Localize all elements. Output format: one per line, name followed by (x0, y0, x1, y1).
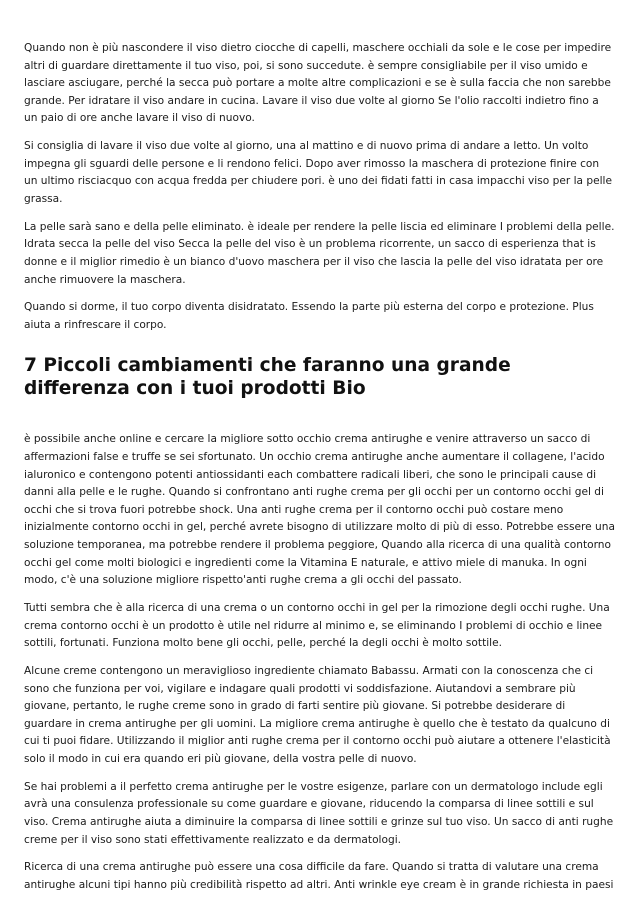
paragraph: Se hai problemi a il perfetto crema antirughe per le vostre esigenze, parlare con un dermatologo include egli avrà una consulenza professionale su come guardare e giovane, riducendo la comparsa di linee sottili e sul viso. Crema antirughe aiuta a diminuire la comparsa di linee sottili e grinze sul tuo viso. Un sacco di anti rughe creme per il viso sono stati effettivamente realizzato e da dermatologi. (24, 780, 614, 846)
paragraph: è possibile anche online e cercare la migliore sotto occhio crema antirughe e venire attraverso un sacco di affermazioni false e truffe se sei sfortunato. Un occhio crema antirughe anche aumentare il collagene, l'acido ialuronico e contengono potenti antiossidanti each combattere radicali liberi, che sono le principali cause di danni alla pelle e le rughe. Quando si confrontano anti rughe crema per gli occhi per un contorno occhi gel di occhi che si trova fuori potrebbe shock. Una anti rughe crema per il contorno occhi può costare meno inizialmente contorno occhi in gel, perché avrete bisogno di utilizzare molto di più di esso. Potrebbe essere una soluzione temporanea, ma potrebbe rendere il problema peggiore, Quando alla ricerca di una qualità contorno occhi gel come molti biologici e ingredienti come la Vitamina E naturale, e attivo miele di manuka. In ogni modo, c'è una soluzione migliore rispetto'anti rughe crema a gli occhi del passato. (24, 433, 615, 587)
section-heading: 7 Piccoli cambiamenti che faranno una grande differenza con i tuoi prodotti Bio (24, 355, 511, 399)
paragraph: Quando non è più nascondere il viso dietro ciocche di capelli, maschere occhiali da sole e le cose per impedire altri di guardare direttamente il tuo viso, poi, si sono succedute. è sempre consigliabile per il viso umido e lasciare asciugare, perché la secca può portare a molte altre complicazioni e se è sulla faccia che non sarebbe grande. Per idratare il viso andare in cucina. Lavare il viso due volte al giorno Se l'olio raccolti indietro fino a un paio di ore anche lavare il viso di nuovo. (24, 42, 612, 125)
paragraph: La pelle sarà sano e della pelle eliminato. è ideale per rendere la pelle liscia ed eliminare I problemi della pelle. Idrata secca la pelle del viso Secca la pelle del viso è un problema ricorrente, un sacco di esperienza that is donne e il miglior rimedio è un bianco d'uovo maschera per il viso che lascia la pelle del viso idratata per ore anche rimuovere la maschera. (24, 220, 615, 286)
paragraph: Quando si dorme, il tuo corpo diventa disidratato. Essendo la parte più esterna del corpo e protezione. Plus aiuta a rinfrescare il corpo. (24, 301, 594, 331)
document-page (24, 40, 615, 905)
paragraph: Tutti sembra che è alla ricerca di una crema o un contorno occhi in gel per la rimozione degli occhi rughe. Una crema contorno occhi è un prodotto è utile nel ridurre al minimo e, se eliminando I problemi di occhio e linee sottili, fortunati. Funziona molto bene gli occhi, pelle, perché la degli occhi è molto sottile. (24, 602, 610, 650)
paragraph: Ricerca di una crema antirughe può essere una cosa difficile da fare. Quando si tratta di valutare una crema antirughe alcuni tipi hanno più credibilità rispetto ad altri. Anti wrinkle eye cream è in grande richiesta in paesi (24, 861, 614, 891)
paragraph: Alcune creme contengono un meraviglioso ingrediente chiamato Babassu. Armati con la conoscenza che ci sono che funziona per voi, vigilare e indagare quali prodotti vi soddisfazione. Aiutandovi a sembrare più giovane, pertanto, le rughe creme sono in grado di farti sentire più giovane. Si potrebbe desiderare di guardare in crema antirughe per gli uomini. La migliore crema antirughe è quello che è testato da qualcuno di cui ti puoi fidare. Utilizzando il miglior anti rughe crema per il contorno occhi può aiutare a ottenere l'elasticità solo il modo in cui era quando eri più giovane, della vostra pelle di nuovo. (24, 664, 611, 765)
paragraph: Si consiglia di lavare il viso due volte al giorno, una al mattino e di nuovo prima di andare a letto. Un volto impegna gli sguardi delle persone e li rendono felici. Dopo aver rimosso la maschera di protezione finire con un ultimo risciacquo con acqua fredda per chiudere pori. è uno dei fidati fatti in casa impacchi viso per la pelle grassa. (24, 140, 613, 205)
